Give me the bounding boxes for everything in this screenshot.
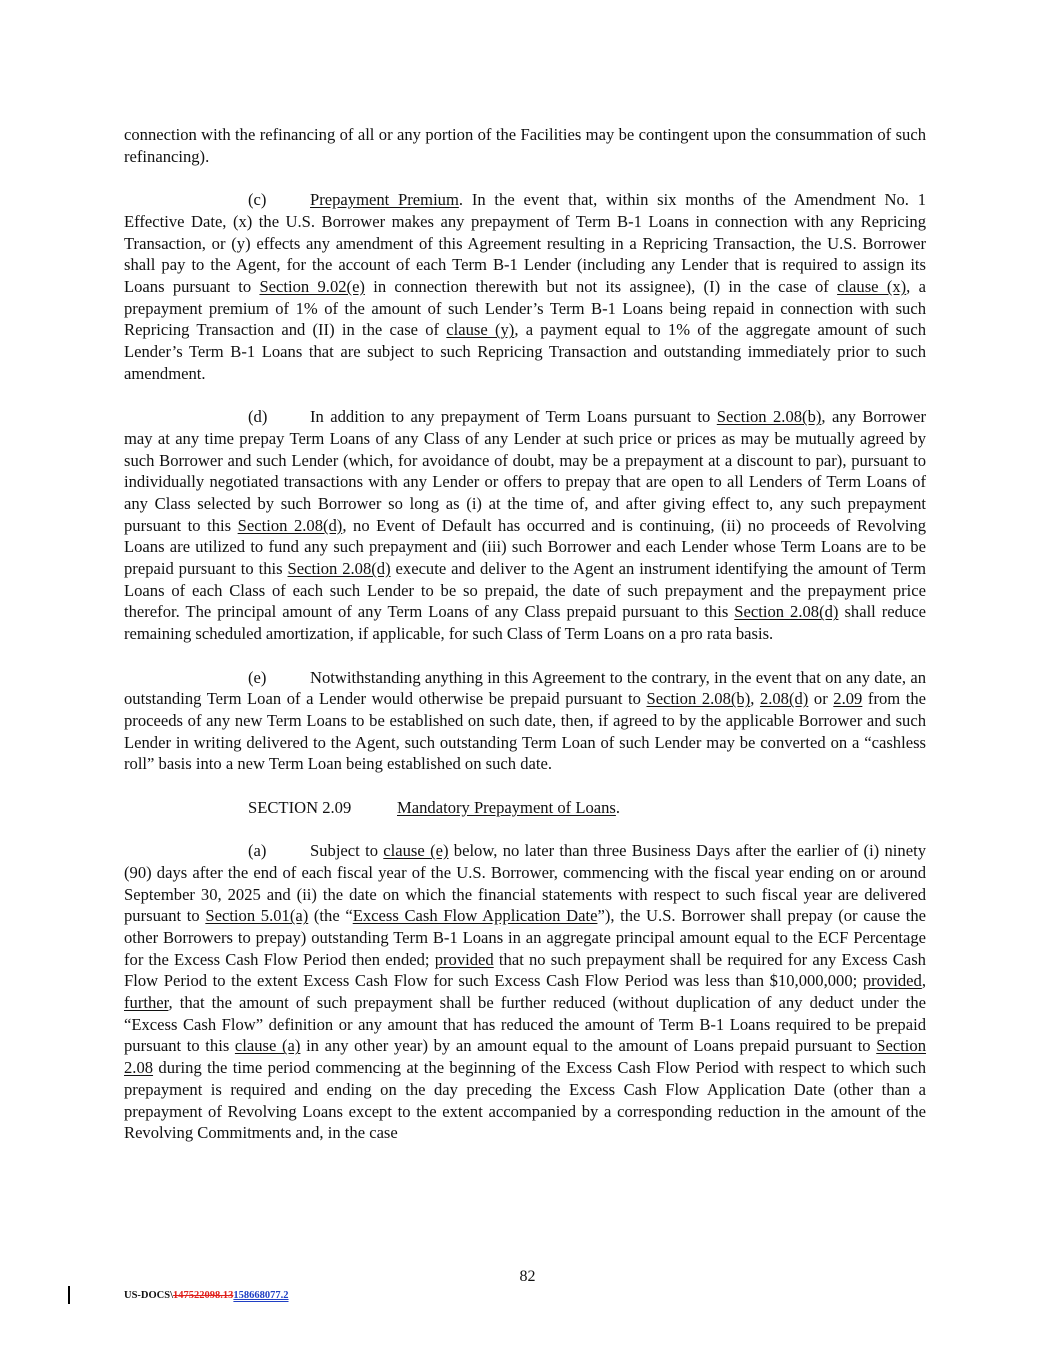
- section-number: SECTION 2.09: [248, 797, 352, 817]
- section-heading-2-09: SECTION 2.09 Mandatory Prepayment of Loans.: [248, 797, 621, 817]
- defined-term: provided: [862, 971, 922, 991]
- defined-term: further: [124, 993, 169, 1013]
- cross-reference: Section 2.08(d): [734, 602, 839, 622]
- paragraph-2-09-a: (a) Subject to clause (e) below, no later than three Business Days after the earlier of (i) ninety (90) days after the end of each fiscal year of the U.S. Borrower, commencing with the fiscal year ending on or around September 30, 2025 and (ii) the date on which the financial statements with respect to such fiscal year are delivered pursuant to Section 5.01(a) (the “Excess Cash Flow Application Date”), the U.S. Borrower shall prepay (or cause the other Borrowers to prepay) outstanding Term B-1 Loans in an aggregate principal amount equal to the ECF Percentage for the Excess Cash Flow Period then ended; provided that no such prepayment shall be required for any Excess Cash Flow Period to the extent Excess Cash Flow for such Excess Cash Flow Period was less than $10,000,000; provided, further, that the amount of such prepayment shall be further reduced (without duplication of any deduct under the “Excess Cash Flow” definition or any amount that has reduced the amount of Term B-1 Loans required to be prepaid pursuant to this clause (a) in any other year) by an amount equal to the amount of Loans prepaid pursuant to Section 2.08 during the time period commencing at the beginning of the Excess Cash Flow Period with respect to which such prepayment is required and ending on the day preceding the Excess Cash Flow Application Date (other than a prepayment of Revolving Loans except to the extent accompanied by a corresponding reduction in the amount of the Revolving Commitments and, in the case: [124, 841, 927, 1143]
- inserted-document-id: 158668077.2: [233, 1290, 289, 1301]
- change-bar: [68, 1286, 70, 1304]
- paragraph-marker: (a): [248, 841, 267, 861]
- cross-reference: Section 2.08(b): [646, 689, 751, 709]
- cross-reference: Section 2.08(d): [237, 515, 343, 535]
- paragraph-marker: (e): [248, 667, 267, 687]
- cross-reference: Section 5.01(a): [205, 906, 309, 926]
- cross-reference: clause (a): [234, 1036, 301, 1056]
- paragraph-c-prepayment-premium: (c) Prepayment Premium. In the event that, within six months of the Amendment No. 1 Effective Date, (x) the U.S. Borrower makes any prepayment of Term B-1 Loans in connection with any Repricing Transaction, or (y) effects any amendment of this Agreement resulting in a Repricing Transaction, the U.S. Borrower shall pay to the Agent, for the account of each Term B-1 Lender (including any Lender that is required to assign its Loans pursuant to Section 9.02(e) in connection therewith but not its assignee), (I) in the case of clause (x), a prepayment premium of 1% of the amount of such Lender’s Term B-1 Loans being repaid in connection with such Repricing Transaction and (II) in the case of clause (y), a payment equal to 1% of the aggregate amount of such Lender’s Term B-1 Loans that are subject to such Repricing Transaction and outstanding immediately prior to such amendment.: [124, 190, 927, 383]
- cross-reference: clause (e): [383, 841, 449, 861]
- cross-reference: clause (y): [446, 320, 515, 340]
- paragraph-marker: (c): [248, 190, 267, 210]
- paragraph-title: Prepayment Premium: [310, 190, 459, 210]
- paragraph-continuation: connection with the refinancing of all or any portion of the Facilities may be contingent upon the consummation of such refinancing).: [124, 125, 926, 166]
- paragraph-e: (e) Notwithstanding anything in this Agreement to the contrary, in the event that on any date, an outstanding Term Loan of a Lender would otherwise be prepaid pursuant to Section 2.08(b), 2.08(d) or 2.09 from the proceeds of any new Term Loans to be established on such date, then, if agreed to by the applicable Borrower and such Lender in writing delivered to the Agent, such outstanding Term Loan of such Lender may be converted on a “cashless roll” basis into a new Term Loan being established on such date.: [124, 667, 927, 774]
- defined-term: Excess Cash Flow Application Date: [352, 906, 598, 926]
- paragraph-marker: (d): [248, 407, 268, 427]
- cross-reference: clause (x): [837, 276, 907, 296]
- cross-reference: Section 2.08(b): [716, 407, 822, 427]
- defined-term: provided: [434, 949, 494, 969]
- cross-reference: Section 2.08: [124, 1036, 927, 1078]
- cross-reference: 2.09: [833, 689, 863, 709]
- page-number: 82: [519, 1268, 536, 1285]
- cross-reference: 2.08(d): [759, 689, 809, 709]
- cross-reference: Section 2.08(d): [287, 559, 391, 579]
- document-id: [124, 1290, 289, 1301]
- deleted-document-id: 147522098.13: [173, 1290, 234, 1301]
- section-title: Mandatory Prepayment of Loans: [397, 797, 616, 817]
- document-body: [124, 124, 926, 1166]
- paragraph-d: (d) In addition to any prepayment of Term Loans pursuant to Section 2.08(b), any Borrower may at any time prepay Term Loans of any Class of any Lender at such price or prices as may be mutually agreed by such Borrower and such Lender (which, for avoidance of doubt, may be a prepayment at a discount to par), pursuant to individually negotiated transactions with any Lender or offers to prepay that are open to all Lenders of Term Loans of any Class selected by such Borrower so long as (i) at the time of, and after giving effect to, any such prepayment pursuant to this Section 2.08(d), no Event of Default has occurred and is continuing, (ii) no proceeds of Revolving Loans are utilized to fund any such prepayment and (iii) such Borrower and each Lender whose Term Loans are to be prepaid pursuant to this Section 2.08(d) execute and deliver to the Agent an instrument identifying the amount of Term Loans of each Class of each such Lender to be so prepaid, the date of such prepayment and the prepayment price therefor. The principal amount of any Term Loans of any Class prepaid pursuant to this Section 2.08(d) shall reduce remaining scheduled amortization, if applicable, for such Class of Term Loans on a pro rata basis.: [124, 407, 927, 644]
- document-id-prefix: US-DOCS\: [124, 1290, 174, 1301]
- cross-reference: Section 9.02(e): [259, 276, 365, 296]
